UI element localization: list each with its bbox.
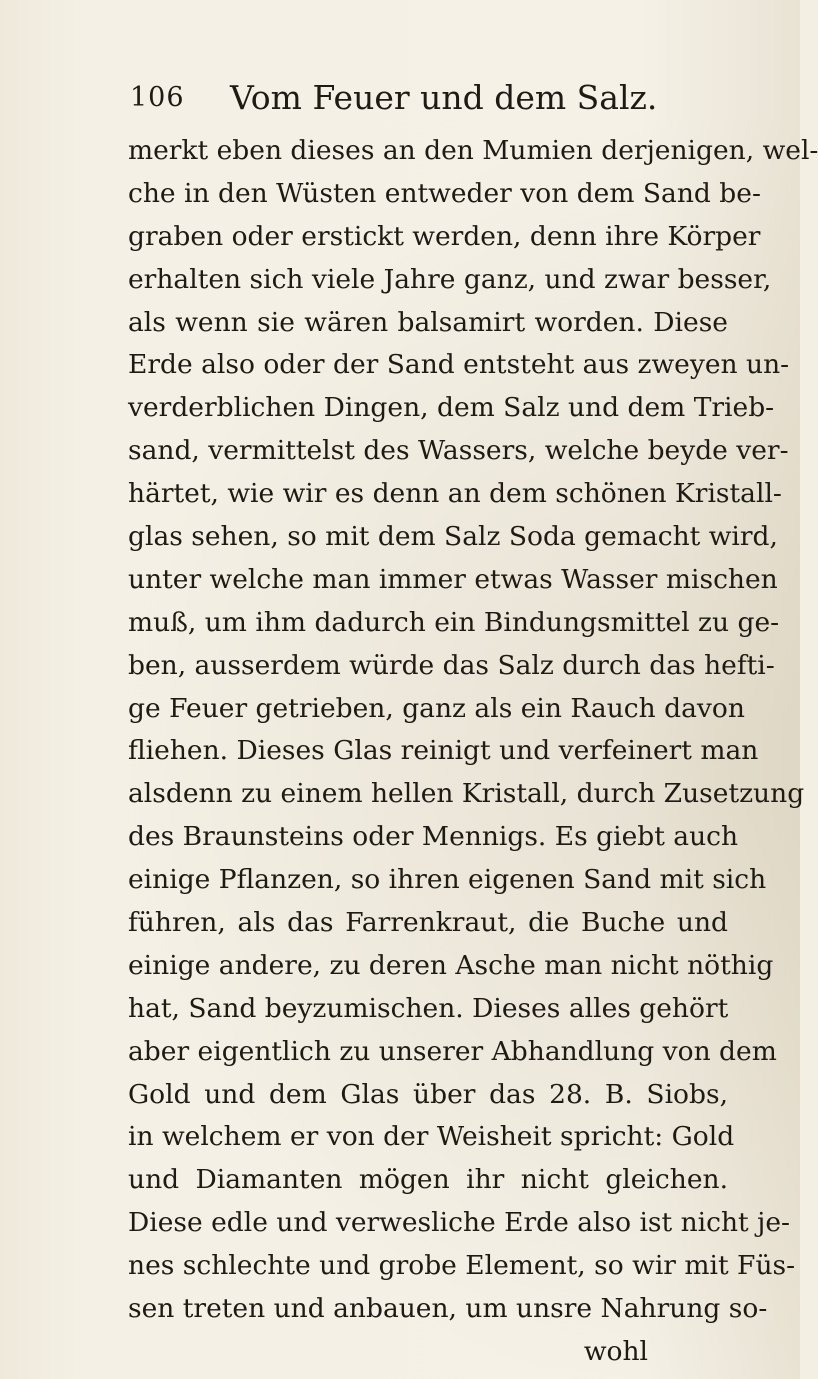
text-line: einige Pflanzen, so ihren eigenen Sand mit sich <box>128 864 767 896</box>
text-line: merkt eben dieses an den Mumien derjenigen, wel‑ <box>128 135 818 166</box>
text-line: einige andere, zu deren Asche man nicht nöthig <box>128 949 774 981</box>
text-line: als wenn sie wären balsamirt worden. Diese <box>128 306 728 338</box>
text-line: unter welche man immer etwas Wasser mischen <box>128 563 778 595</box>
text-line: Diese edle und verwesliche Erde also ist nicht je‑ <box>128 1207 790 1239</box>
page-number: 106 <box>130 82 185 113</box>
running-head: Vom Feuer und dem Salz. <box>230 78 658 117</box>
text-line: hat, Sand beyzumischen. Dieses alles gehört <box>128 992 729 1024</box>
body-text <box>128 130 818 1374</box>
catchword: wohl <box>583 1335 648 1367</box>
text-line: des Braunsteins oder Mennigs. Es giebt auch <box>128 821 739 853</box>
text-line: graben oder erstickt werden, denn ihre Körper <box>128 220 761 252</box>
text-line: ben, ausserdem würde das Salz durch das hefti‑ <box>128 649 775 681</box>
text-line: Erde also oder der Sand entsteht aus zweyen un‑ <box>128 349 790 381</box>
text-line: muß, um ihm dadurch ein Bindungsmittel zu ge‑ <box>128 606 780 638</box>
text-line: sand, vermittelst des Wassers, welche beyde ver‑ <box>128 435 789 467</box>
text-line: alsdenn zu einem hellen Kristall, durch Zusetzung <box>128 778 805 810</box>
text-line: Gold und dem Glas über das 28. B. Siobs, <box>128 1078 728 1110</box>
text-line: nes schlechte und grobe Element, so wir mit Füs‑ <box>128 1250 796 1282</box>
text-line: erhalten sich viele Jahre ganz, und zwar besser, <box>128 263 772 295</box>
text-line: in welchem er von der Weisheit spricht: Gold <box>128 1121 735 1153</box>
text-line: che in den Wüsten entweder von dem Sand be‑ <box>128 177 761 209</box>
text-line: führen, als das Farrenkraut, die Buche und <box>128 907 728 939</box>
text-line: und Diamanten mögen ihr nicht gleichen. <box>128 1164 728 1196</box>
text-line: aber eigentlich zu unserer Abhandlung von dem <box>128 1035 777 1067</box>
page-header <box>130 78 690 122</box>
text-line: verderblichen Dingen, dem Salz und dem Trieb‑ <box>128 392 775 424</box>
text-line: härtet, wie wir es denn an dem schönen Kristall‑ <box>128 478 782 510</box>
text-line: glas sehen, so mit dem Salz Soda gemacht wird, <box>128 521 778 553</box>
text-line: ge Feuer getrieben, ganz als ein Rauch davon <box>128 692 745 724</box>
text-line: sen treten und anbauen, um unsre Nahrung so‑ <box>128 1293 768 1325</box>
text-line: fliehen. Dieses Glas reinigt und verfeinert man <box>128 735 759 767</box>
